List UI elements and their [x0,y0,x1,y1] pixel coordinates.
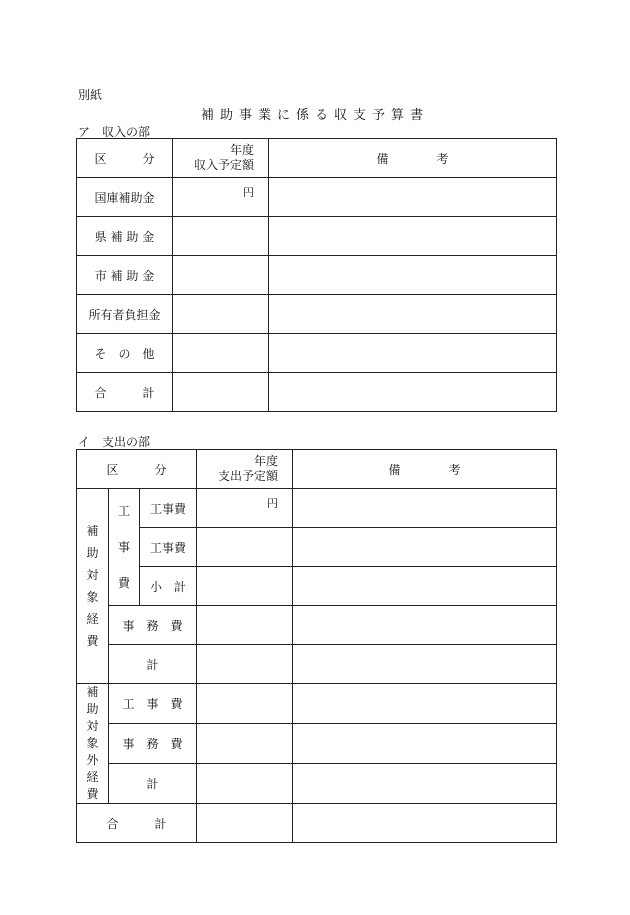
non-subsidized-group-text: 補助対象外経費 [86,685,99,801]
income-notes-cell[interactable] [269,178,557,217]
income-row-city [77,256,557,295]
expense-notes-cell[interactable] [293,489,557,528]
construction-group-label [109,489,140,606]
construction-group-text: 工事費 [117,504,130,590]
income-header-year: 年度 [229,143,254,157]
income-notes-cell[interactable] [269,295,557,334]
income-amount-cell[interactable] [173,217,269,256]
income-row-label: 市 補 助 金 [77,256,173,295]
income-row-other [77,334,557,373]
expense-amount-cell[interactable] [197,528,293,567]
expense-notes-cell[interactable] [293,528,557,567]
expense-notes-cell[interactable] [293,567,557,606]
income-header-row [77,139,557,178]
income-row-label: 合 計 [77,373,173,412]
expense-sub-row-label: 工事費 [140,489,197,528]
income-amount-cell[interactable] [173,334,269,373]
income-row-label: 所有者負担金 [77,295,173,334]
expense-notes-cell[interactable] [293,684,557,724]
expense-row-construction-1 [77,489,557,528]
expense-notes-cell[interactable] [293,724,557,764]
expense-table [76,449,557,843]
income-row-prefecture [77,217,557,256]
expense-row-non-total [77,764,557,804]
expense-notes-cell[interactable] [293,764,557,804]
expense-row-construction-2 [77,528,557,567]
non-subsidized-group-label [77,684,109,804]
expense-header-year: 年度 [254,454,279,468]
income-notes-cell[interactable] [269,217,557,256]
income-row-label: 県 補 助 金 [77,217,173,256]
income-header-notes: 備 考 [269,139,557,178]
expense-amount-cell[interactable] [197,645,293,684]
income-row-national [77,178,557,217]
income-notes-cell[interactable] [269,256,557,295]
income-amount-cell[interactable] [173,295,269,334]
expense-subtotal-label: 計 [109,645,197,684]
expense-amount-cell[interactable] [197,684,293,724]
income-header-amount-label: 収入予定額 [193,158,254,172]
expense-amount-cell[interactable] [197,804,293,843]
expense-header-amount [197,450,293,489]
income-notes-cell[interactable] [269,373,557,412]
expense-sub-row-label: 小 計 [140,567,197,606]
expense-row-non-construction [77,684,557,724]
expense-header-category: 区 分 [77,450,197,489]
expense-amount-cell[interactable] [197,567,293,606]
expense-header-notes: 備 考 [293,450,557,489]
expense-amount-cell[interactable] [197,764,293,804]
expense-office-label: 事 務 費 [109,606,197,645]
income-table [76,138,557,412]
expense-non-row-label: 事 務 費 [109,724,197,764]
expense-header-row [77,450,557,489]
income-amount-cell[interactable] [173,256,269,295]
yen-unit: 円 [267,497,279,510]
yen-unit: 円 [243,186,254,199]
expense-amount-cell[interactable] [197,606,293,645]
subsidized-group-text: 補助対象経費 [86,524,99,648]
expense-sub-row-label: 工事費 [140,528,197,567]
income-section-label: ア 収入の部 [78,125,151,139]
income-amount-cell[interactable] [173,373,269,412]
expense-row-subtotal [77,567,557,606]
expense-amount-cell[interactable] [197,724,293,764]
income-row-owner [77,295,557,334]
expense-header-amount-label: 支出予定額 [218,469,279,483]
income-amount-cell[interactable] [173,178,269,217]
expense-row-office [77,606,557,645]
expense-row-non-office [77,724,557,764]
subsidized-group-label [77,489,109,684]
expense-row-grand-total [77,804,557,843]
expense-row-total [77,645,557,684]
expense-amount-cell[interactable] [197,489,293,528]
expense-notes-cell[interactable] [293,606,557,645]
income-row-total [77,373,557,412]
page-title: 補助事業に係る収支予算書 [200,108,429,123]
income-row-label: そ の 他 [77,334,173,373]
expense-notes-cell[interactable] [293,804,557,843]
income-row-label: 国庫補助金 [77,178,173,217]
expense-notes-cell[interactable] [293,645,557,684]
expense-section-label: イ 支出の部 [78,435,151,449]
income-notes-cell[interactable] [269,334,557,373]
income-header-amount [173,139,269,178]
attachment-label: 別紙 [78,88,103,102]
expense-grand-total-label: 合 計 [77,804,197,843]
income-header-category: 区 分 [77,139,173,178]
expense-non-row-label: 工 事 費 [109,684,197,724]
expense-non-subtotal-label: 計 [109,764,197,804]
